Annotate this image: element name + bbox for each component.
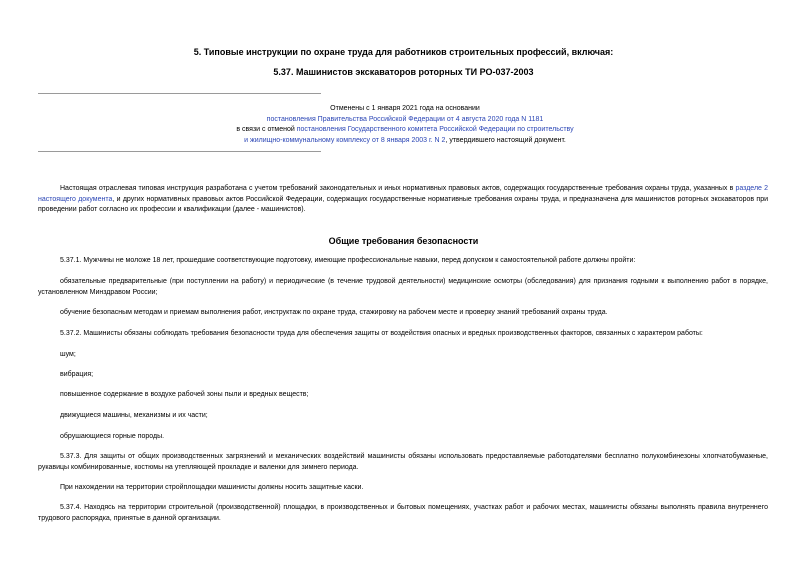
hazard-machines: движущиеся машины, механизмы и их части; xyxy=(60,412,208,419)
hazard-dust: повышенное содержание в воздухе рабочей зоны пыли и вредных веществ; xyxy=(60,391,309,398)
resolution-link-gosstroy[interactable]: постановления Государственного комитета Российской Федерации по строительству xyxy=(296,126,574,133)
resolution-link-1181[interactable]: постановления Правительства Российской Федерации от 4 августа 2020 года N 1181 xyxy=(266,115,544,123)
notice-line-1: Отменены с 1 января 2021 года на основании xyxy=(330,105,480,112)
paragraph-training: обучение безопасным методам и приемам выполнения работ, инструктаж по охране труда, стажировку на рабочем месте и проверку знаний требований охраны труда. xyxy=(60,309,608,316)
resolution-link-gosstroy-cont[interactable]: и жилищно-коммунальному комплексу от 8 января 2003 г. N 2 xyxy=(244,136,446,144)
hazard-vibration: вибрация; xyxy=(60,371,94,378)
notice-line-4-suffix: , утвердившего настоящий документ. xyxy=(445,136,566,144)
paragraph-5-37-3: 5.37.3. Для защиты от общих производственных загрязнений и механических воздействий машинисты обязаны использовать предоставляемые работодателями бесплатно полукомбинезоны хлопчатобумажные, рукавицы комбинированные, костюмы на утепляющей прокладке и валенки для зимнего периода. xyxy=(38,453,768,471)
section-title: Общие требования безопасности xyxy=(328,236,479,246)
paragraph-5-37-2: 5.37.2. Машинисты обязаны соблюдать требования безопасности труда для обеспечения защиты от воздействия опасных и вредных производственных факторов, связанных с характером работы: xyxy=(60,330,703,337)
section-2-link[interactable]: разделе 2 настоящего документа xyxy=(38,185,768,203)
document-title: 5. Типовые инструкции по охране труда для работников строительных профессий, включая: xyxy=(193,47,614,57)
paragraph-5-37-1: 5.37.1. Мужчины не моложе 18 лет, прошедшие соответствующие подготовку, имеющие профессиональные навыки, перед допуском к самостоятельной работе должны пройти: xyxy=(60,257,636,264)
notice-bottom-rule xyxy=(38,151,321,152)
hazard-rocks: обрушающиеся горные породы. xyxy=(60,433,165,440)
intro-paragraph xyxy=(38,184,768,216)
hazard-noise: шум; xyxy=(60,351,76,358)
cancellation-notice xyxy=(190,104,620,146)
paragraph-5-37-4: 5.37.4. Находясь на территории строительной (производственной) площадки, в производственных и бытовых помещениях, участках работ и рабочих местах, машинисты обязаны выполнять правила внутреннего трудового распорядка, принятые в данной организации. xyxy=(38,504,768,522)
notice-line-3-prefix: в связи с отменой xyxy=(236,126,297,133)
intro-text-2: , и других нормативных правовых актов Российской Федерации, содержащих государственные нормативные требования охраны труда, и предназначена для машинистов роторных экскаваторов при проведении работ согласно их профессии и квалификации (далее - машинистов). xyxy=(38,195,769,213)
paragraph-helmets: При нахождении на территории стройплощадки машинисты должны носить защитные каски. xyxy=(60,484,364,491)
notice-top-rule xyxy=(38,93,321,94)
paragraph-medical: обязательные предварительные (при поступлении на работу) и периодические (в течение трудовой деятельности) медицинские осмотры (обследования) для признания годными к выполнению работ в порядке, установленном Минздравом России; xyxy=(38,278,768,296)
intro-text-1: Настоящая отраслевая типовая инструкция разработана с учетом требований законодательных и иных нормативных правовых актов, содержащих государственные требования охраны труда, указанных в xyxy=(60,185,736,192)
document-subtitle: 5.37. Машинистов экскаваторов роторных ТИ РО-037-2003 xyxy=(273,67,534,77)
